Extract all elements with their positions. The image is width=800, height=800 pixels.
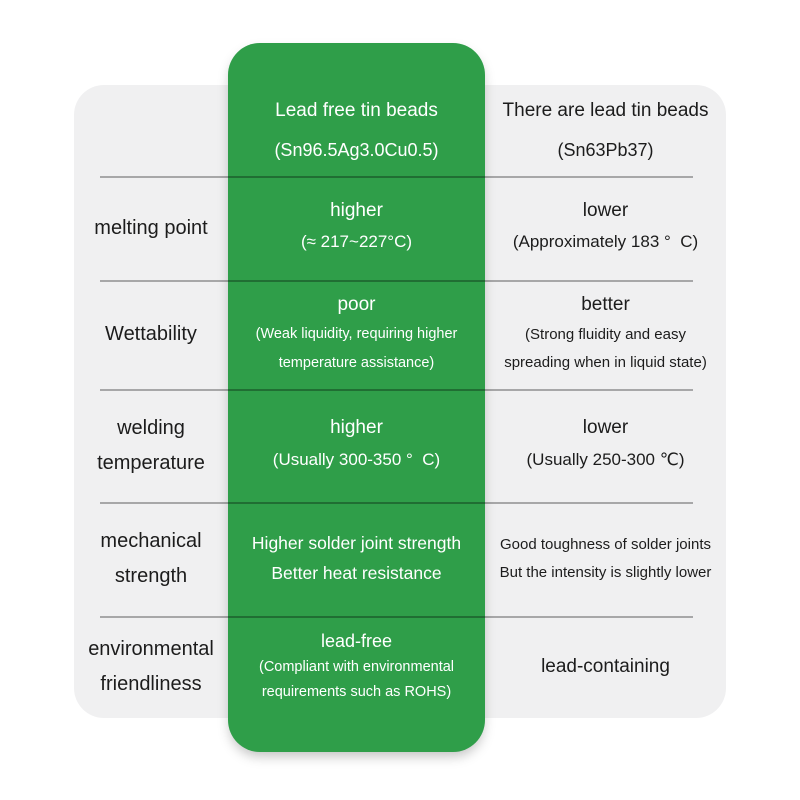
label-line: Wettability [105,323,197,345]
header-lead-free [228,85,485,176]
label-line: environmental [88,638,214,660]
mechanical-strength-leaded-cell [485,502,726,616]
header-leaded-title: There are lead tin beads [502,100,709,122]
welding-temperature-label [74,389,228,502]
wettability-label [74,280,228,389]
label-line: melting point [94,216,208,239]
mechanical-strength-label [74,502,228,616]
detail-line: temperature assistance) [278,354,435,371]
value-line: Higher solder joint strength [251,533,462,554]
value-line: poor [337,293,376,315]
melting-point-leaded-cell [485,176,726,280]
value-line: lower [582,199,629,221]
header-lead-free-alloy: (Sn96.5Ag3.0Cu0.5) [274,139,439,160]
melting-point-label [74,176,228,280]
value-line: higher [330,417,383,439]
value-line: lead-free [320,631,393,652]
header-empty-cell [74,85,228,176]
label-line: temperature [97,451,205,474]
comparison-table [74,85,726,718]
environmental-leaded-cell [485,616,726,718]
detail-line: (Compliant with environmental [258,658,455,675]
value-line: But the intensity is slightly lower [499,564,712,581]
detail-line: (Usually 250-300 ℃) [526,449,685,469]
header-leaded-alloy: (Sn63Pb37) [557,139,654,160]
mechanical-strength-leadfree-cell [228,502,485,616]
detail-line: (Usually 300-350 ° C) [272,449,441,469]
value-line: lower [582,417,629,439]
header-lead-free-title: Lead free tin beads [275,100,438,122]
welding-temperature-leadfree-cell [228,389,485,502]
value-line: Good toughness of solder joints [500,536,711,554]
detail-line: (Strong fluidity and easy [525,326,686,344]
label-line: welding [117,416,185,439]
value-line: Better heat resistance [271,563,442,583]
value-line: higher [330,199,383,221]
welding-temperature-leaded-cell [485,389,726,502]
wettability-leadfree-cell [228,280,485,389]
environmental-leadfree-cell [228,616,485,718]
detail-line: (≈ 217~227°C) [300,232,413,252]
detail-line: (Weak liquidity, requiring higher [255,325,458,342]
wettability-leaded-cell [485,280,726,389]
detail-line: (Approximately 183 ° C) [512,232,699,252]
label-line: friendliness [100,673,202,695]
detail-line: requirements such as ROHS) [261,683,452,700]
environmental-friendliness-label [74,616,228,718]
header-leaded [485,85,726,176]
detail-line: spreading when in liquid state) [504,353,707,371]
label-line: strength [114,565,188,587]
value-line: better [581,294,630,316]
melting-point-leadfree-cell [228,176,485,280]
value-line: lead-containing [541,655,670,677]
label-line: mechanical [100,530,202,552]
